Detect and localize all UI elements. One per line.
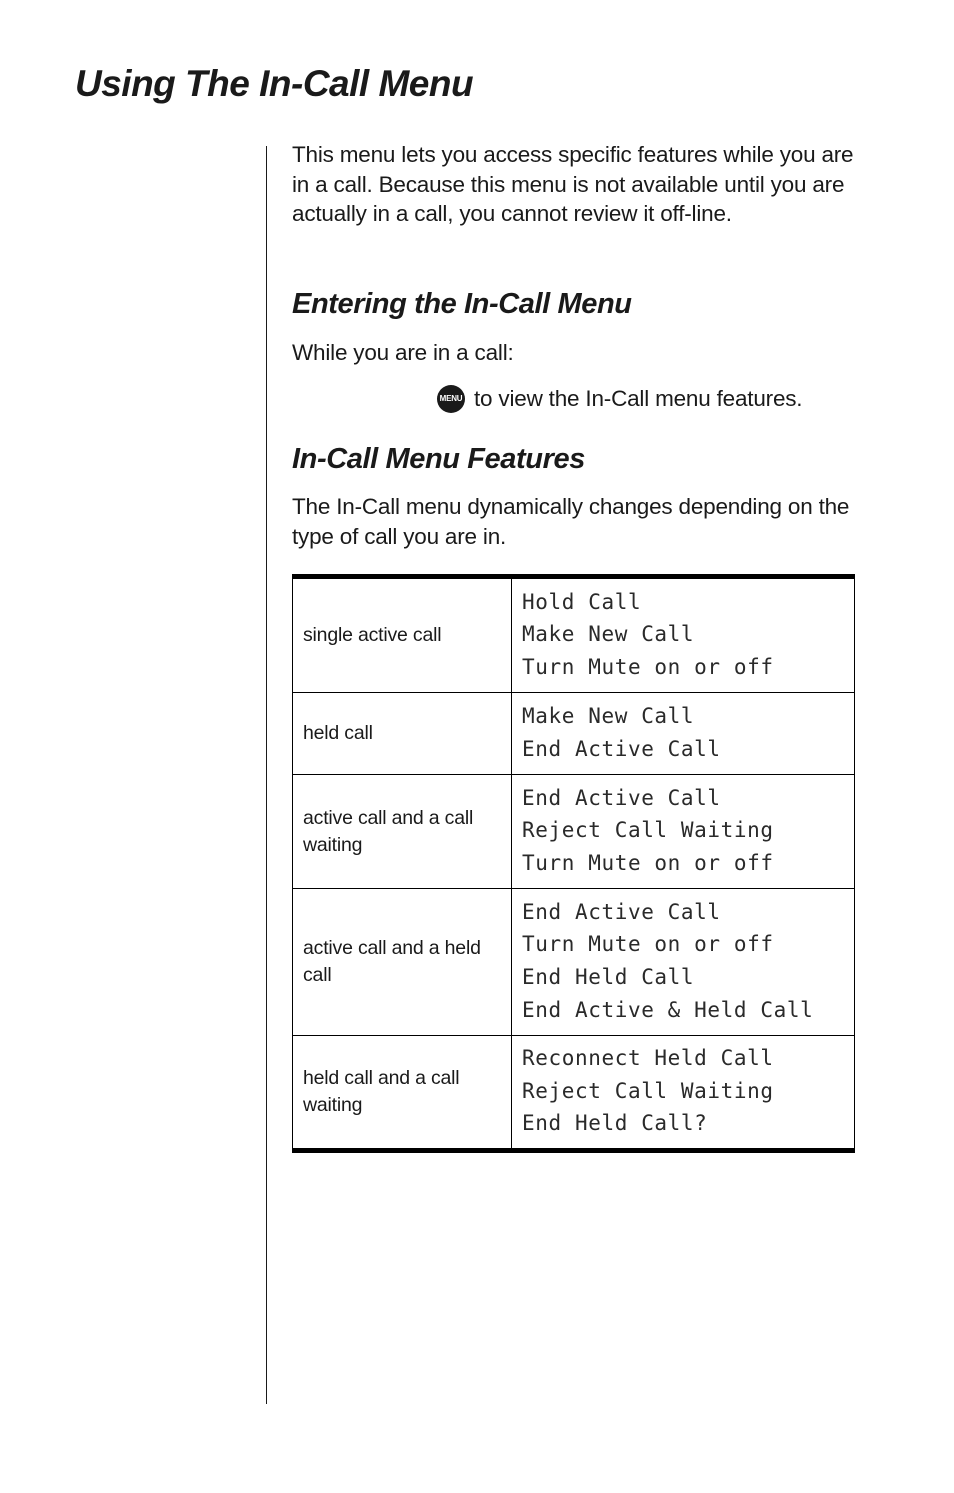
intro-paragraph: This menu lets you access specific features while you are in a call. Because this menu is not available until you are actually in a call, you cannot review it off-line.: [292, 142, 854, 226]
call-type-cell: held call and a call waiting: [293, 1036, 512, 1151]
margin-rule: [266, 146, 267, 1404]
entering-lead: While you are in a call:: [292, 340, 514, 365]
table-row: [293, 693, 855, 775]
menu-option: End Held Call?: [522, 1111, 708, 1136]
table-row: [293, 775, 855, 889]
options-cell: [512, 577, 855, 693]
menu-option: Reconnect Held Call: [522, 1046, 774, 1070]
menu-option: Reject Call Waiting: [522, 818, 774, 843]
menu-key-icon: MENU: [437, 385, 465, 413]
page-title: Using The In-Call Menu: [75, 63, 474, 104]
call-type-cell: held call: [293, 693, 512, 775]
menu-option: End Active Call: [522, 736, 721, 761]
menu-option: Hold Call: [522, 589, 642, 614]
call-type-cell: active call and a held call: [293, 889, 512, 1036]
call-type-cell: active call and a call waiting: [293, 775, 512, 889]
features-table: [292, 574, 855, 1153]
table-row: [293, 1036, 855, 1151]
page-content: [292, 140, 857, 1136]
options-cell: [512, 1036, 855, 1151]
menu-option: End Active & Held Call: [522, 997, 814, 1022]
features-description: The In-Call menu dynamically changes depending on the type of call you are in.: [292, 494, 850, 549]
entering-heading: Entering the In-Call Menu: [292, 288, 632, 320]
options-cell: [512, 775, 855, 889]
menu-option: Make New Call: [522, 622, 695, 647]
menu-option: End Held Call: [522, 965, 695, 989]
menu-option: Turn Mute on or off: [522, 850, 774, 875]
call-type-cell: single active call: [293, 577, 512, 693]
menu-instruction: [437, 384, 802, 414]
menu-option: Reject Call Waiting: [522, 1078, 774, 1103]
table-row: [293, 889, 855, 1036]
table-row: [293, 577, 855, 693]
menu-option: End Active Call: [522, 785, 721, 810]
options-cell: [512, 889, 855, 1036]
features-heading: In-Call Menu Features: [292, 443, 585, 475]
menu-instruction-text: to view the In-Call menu features.: [474, 386, 803, 411]
menu-option: Turn Mute on or off: [522, 654, 774, 679]
options-cell: [512, 693, 855, 775]
menu-option: Turn Mute on or off: [522, 932, 774, 957]
menu-option: End Active Call: [522, 899, 721, 924]
menu-option: Make New Call: [522, 703, 695, 728]
